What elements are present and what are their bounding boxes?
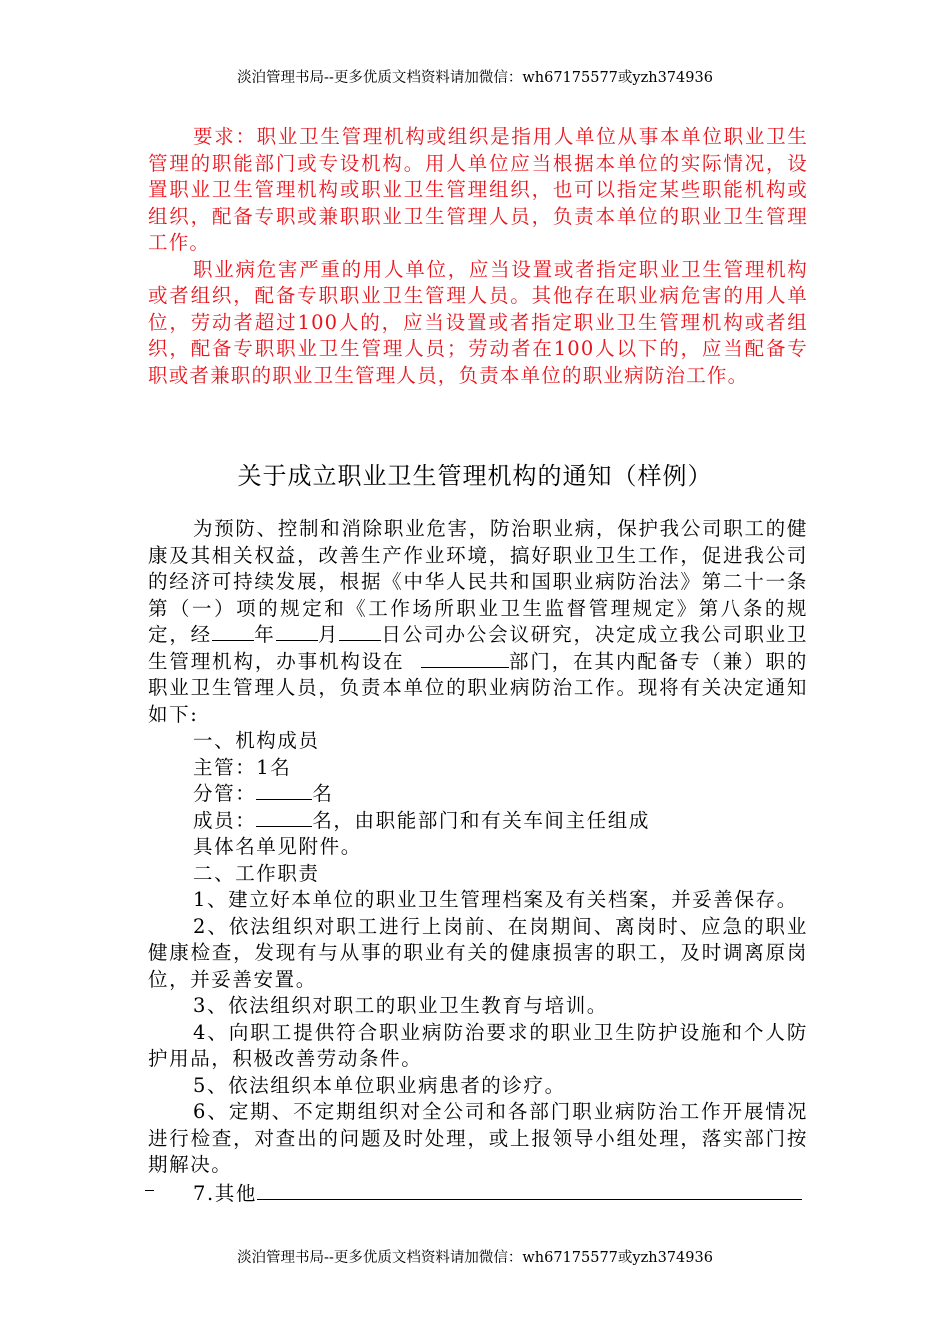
page-footer: 淡泊管理书局--更多优质文档资料请加微信：wh67175577或yzh374936 xyxy=(237,1250,713,1266)
document-title: 关于成立职业卫生管理机构的通知（样例） xyxy=(237,462,713,490)
department-text: 部门，在其内配备专（兼）职的职业卫生管理人员，负责本单位的职业病防治工作。现将有关决定通知如下: xyxy=(148,649,808,726)
requirements-paragraph-2: 职业病危害严重的用人单位，应当设置或者指定职业卫生管理机构或者组织，配备专职职业卫生管理人员。其他存在职业病危害的用人单位，劳动者超过100人的，应当设置或者指定职业卫生管理机构或者组织，配备专职职业卫生管理人员；劳动者在100人以下的，应当配备专职或者兼职的职业卫生管理人员，负责本单位的职业病防治工作。 xyxy=(148,257,808,387)
member-count-blank[interactable] xyxy=(256,808,312,827)
duty-item: 5、依法组织本单位职业病患者的诊疗。 xyxy=(193,1073,566,1097)
member-prefix: 成员： xyxy=(193,808,257,832)
deputy-prefix: 分管： xyxy=(193,782,257,805)
year-blank[interactable] xyxy=(212,622,254,641)
continuation-underline xyxy=(145,1190,154,1191)
requirements-paragraph-1: 要求：职业卫生管理机构或组织是指用人单位从事本单位职业卫生管理的职能部门或专设机构。用人单位应当根据本单位的实际情况，设置职业卫生管理机构或职业卫生管理组织，也可以指定某些职能机构或组织，配备专职或兼职职业卫生管理人员，负责本单位的职业卫生管理工作。 xyxy=(148,125,808,254)
supervisor-line: 主管：1名 xyxy=(193,755,292,779)
deputy-line xyxy=(148,781,808,808)
duty-item: 4、向职工提供符合职业病防治要求的职业卫生防护设施和个人防护用品，积极改善劳动条件。 xyxy=(148,1020,808,1070)
duty-item: 3、依法组织对职工的职业卫生教育与培训。 xyxy=(193,994,608,1017)
page-header: 淡泊管理书局--更多优质文档资料请加微信：wh67175577或yzh374936 xyxy=(237,70,713,86)
notice-body xyxy=(148,516,808,1207)
duty-item: 2、依法组织对职工进行上岗前、在岗期间、离岗时、应急的职业健康检查，发现有与从事的职业有关的健康损害的职工，及时调离原岗位，并妥善安置。 xyxy=(148,914,808,991)
duty-item: 6、定期、不定期组织对全公司和各部门职业病防治工作开展情况进行检查，对查出的问题及时处理，或上报领导小组处理，落实部门按期解决。 xyxy=(148,1100,808,1176)
intro-text: 为预防、控制和消除职业危害，防治职业病，保护我公司职工的健康及其相关权益，改善生产作业环境，搞好职业卫生工作，促进我公司的经济可持续发展，根据《中华人民共和国职业病防治法》第二十一条第（一）项的规定和《工作场所职业卫生监督管理规定》第八条的规定，经 xyxy=(148,517,808,646)
other-line xyxy=(148,1179,808,1208)
section-duties-heading: 二、工作职责 xyxy=(193,861,320,885)
deputy-count-blank[interactable] xyxy=(256,781,312,800)
duty-item: 1、建立好本单位的职业卫生管理档案及有关档案，并妥善保存。 xyxy=(193,888,798,911)
section-members-heading: 一、机构成员 xyxy=(193,729,320,752)
day-blank[interactable] xyxy=(339,622,381,641)
member-line xyxy=(148,808,808,835)
year-label: 年 xyxy=(254,623,276,646)
month-label: 月 xyxy=(317,623,340,646)
day-text: 日公司办公会议研究，决定成立我公司职业卫生管理机构，办事机构设在 xyxy=(148,623,808,673)
attachment-line: 具体名单见附件。 xyxy=(193,835,362,858)
notice-intro xyxy=(148,516,808,728)
other-blank[interactable] xyxy=(257,1179,802,1200)
member-suffix: 名，由职能部门和有关车间主任组成 xyxy=(312,808,650,832)
month-blank[interactable] xyxy=(276,622,318,641)
department-blank[interactable] xyxy=(421,649,509,668)
deputy-suffix: 名 xyxy=(312,782,334,805)
other-label: 7.其他 xyxy=(193,1181,258,1205)
requirements-block xyxy=(148,124,808,389)
